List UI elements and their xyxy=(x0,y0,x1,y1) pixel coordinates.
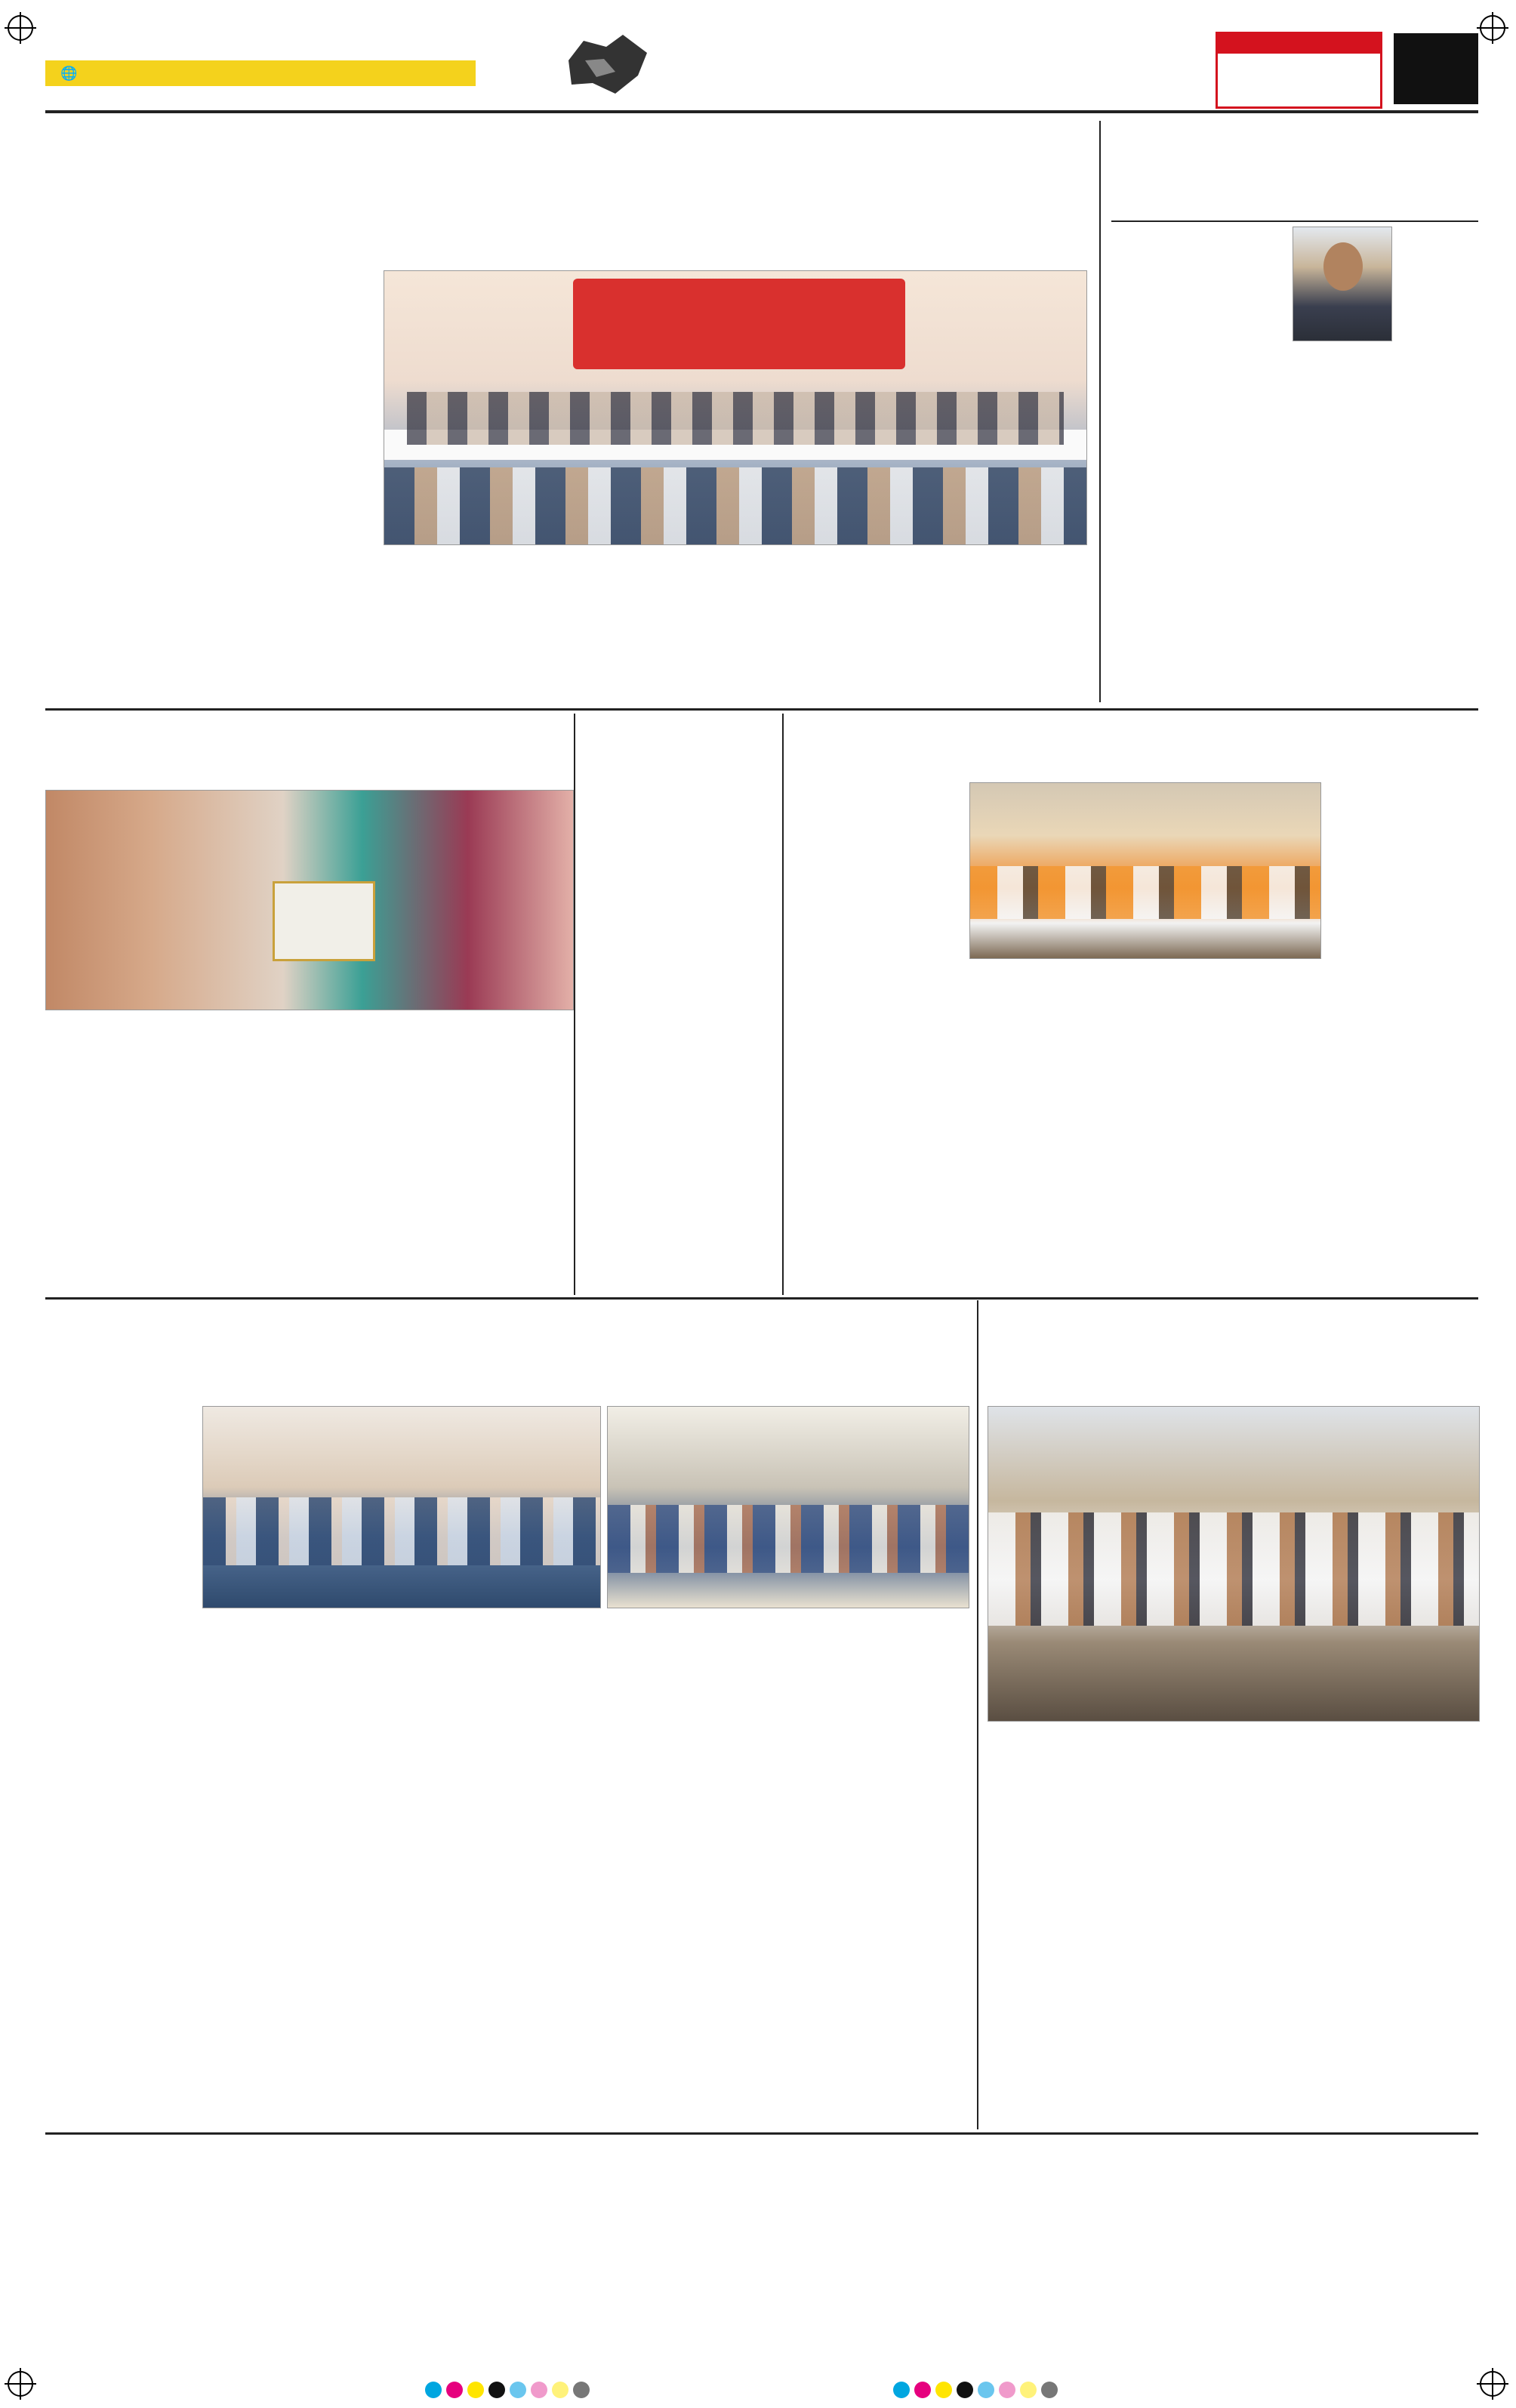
story1-column-5 xyxy=(670,555,803,695)
story5-column-4 xyxy=(1330,782,1478,1285)
story1-column-1 xyxy=(45,272,201,695)
story1-column-2 xyxy=(214,272,370,695)
registration-mark xyxy=(1480,2371,1505,2397)
registration-mark xyxy=(1480,15,1505,41)
sant-meera-award-photo xyxy=(202,1406,601,1608)
story2-column-1 xyxy=(1111,230,1285,698)
story6-column-3 xyxy=(406,1616,599,2122)
story6-column-5 xyxy=(814,1616,968,2122)
story1-column-6 xyxy=(814,555,1086,695)
story7-column-2 xyxy=(1238,1729,1478,2122)
yedshi-award-photo xyxy=(45,790,574,1010)
registration-mark xyxy=(8,2371,33,2397)
story7-column-1 xyxy=(988,1729,1228,2122)
brand-logo xyxy=(1216,32,1382,109)
page-number xyxy=(1394,33,1478,104)
students-group-photo xyxy=(607,1406,969,1608)
bank-meeting-photo xyxy=(384,270,1087,545)
story3-column-3 xyxy=(394,1012,572,1284)
story3-column-2 xyxy=(213,1013,371,1282)
story1-column-4 xyxy=(527,555,660,695)
district-map-icon xyxy=(562,30,653,98)
story1-column-3 xyxy=(384,555,516,695)
story6-column-2 xyxy=(202,1616,396,2122)
story6-column-1 xyxy=(45,1406,193,2116)
color-bar xyxy=(891,2382,1060,2401)
story5-column-1 xyxy=(793,782,959,1285)
story5-column-2 xyxy=(969,967,1140,1285)
website-bar xyxy=(45,60,476,86)
story2-column-2 xyxy=(1296,230,1478,698)
color-bar xyxy=(423,2382,592,2401)
globe-icon: 🌐 xyxy=(60,65,78,82)
banner xyxy=(573,279,905,369)
bhoomipujan-photo xyxy=(988,1406,1480,1722)
shivdiksha-photo xyxy=(969,782,1321,959)
brand-tag xyxy=(1218,34,1380,54)
story4-body xyxy=(586,781,775,1284)
story3-column-1 xyxy=(45,1013,204,1282)
story6-column-4 xyxy=(610,1616,803,2122)
story5-column-3 xyxy=(1149,967,1320,1285)
registration-mark xyxy=(8,15,33,41)
